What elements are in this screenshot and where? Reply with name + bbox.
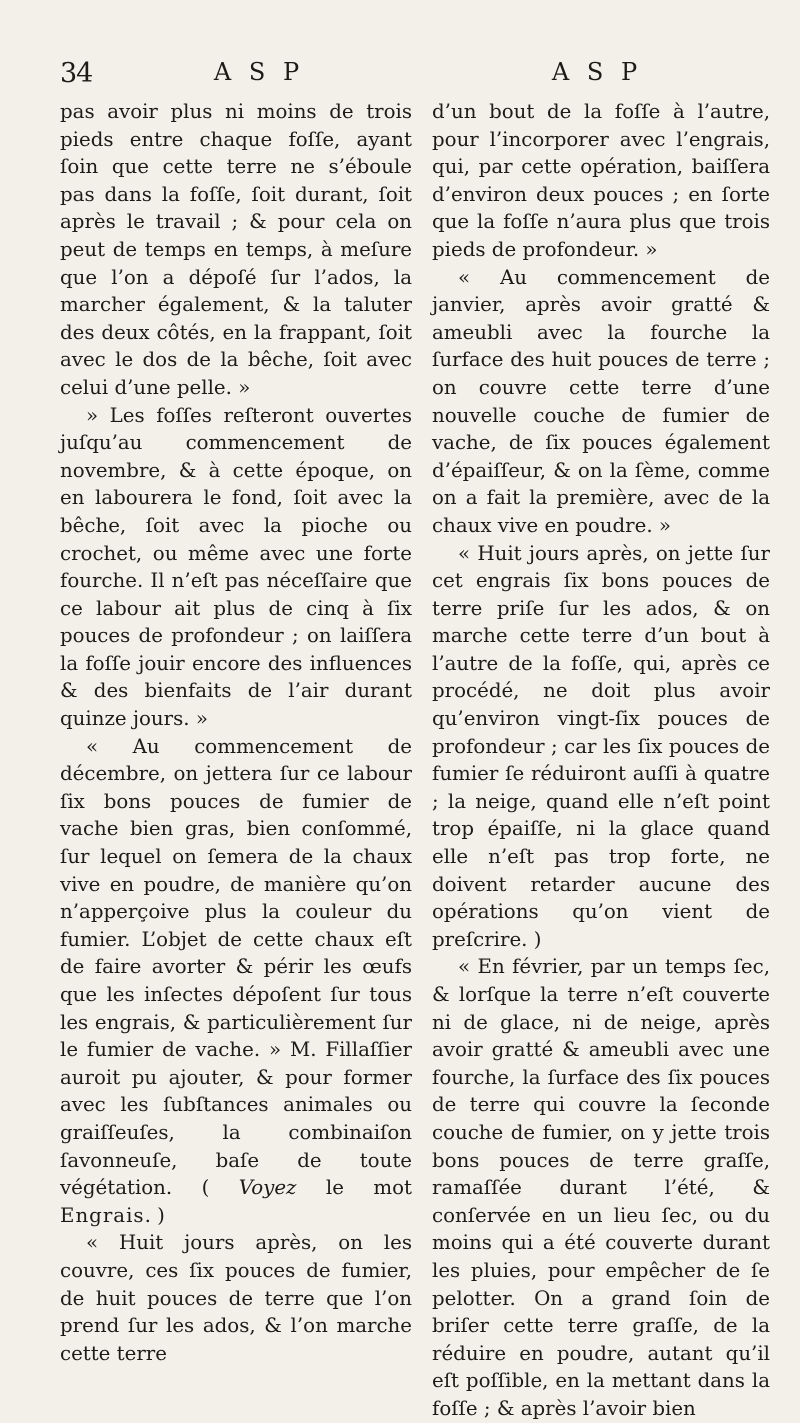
paragraph-text: . ) [144, 1203, 165, 1227]
paragraph-text: « Au commencement de décembre, on jettera ſur ce labour ſix bons pouces de fumier de vache bien gras, bien conſommé, ſur lequel on ſemera de la chaux vive en poudre, de manière qu’on n’apperçoive plus la couleur du fumier. L’objet de cette chaux eſt de faire avorter & périr les œufs que les inſectes dépoſent ſur tous les engrais, & particulièrement ſur le fumier de vache. » M. Fillaſſier auroit pu ajouter, & pour former avec les ſubſtances animales ou graiſſeuſes, la combinaiſon ſavonneuſe, baſe de toute végétation. ( [60, 734, 412, 1200]
right-column [432, 98, 770, 1423]
paragraph: « Huit jours après, on jette ſur cet engrais ſix bons pouces de terre priſe ſur les ados, & on marche cette terre d’un bout à l’autre de la foſſe, qui, après ce procédé, ne doit plus avoir qu’environ vingt-ſix pouces de profondeur ; car les ſix pouces de fumier ſe réduiront auſſi à quatre ; la neige, quand elle n’eſt point trop épaiſſe, ni la glace quand elle n’eſt pas trop forte, ne doivent retarder aucune des opérations qu’on vient de preſcrire. ) [432, 541, 770, 951]
paragraph: « En février, par un temps ſec, & lorſque la terre n’eſt couverte ni de glace, ni de neige, après avoir gratté & ameubli avec une fourche, la ſurface des ſix pouces de terre qui couvre la ſeconde couche de fumier, on y jette trois bons pouces de terre graſſe, ramaſſée durant l’été, & conſervée en un lieu ſec, ou du moins qui a été couverte durant les pluies, pour empêcher de ſe pelotter. On a grand ſoin de briſer cette terre graſſe, de la réduire en poudre, autant qu’il eſt poſſible, en la mettant dans la foſſe ; & après l’avoir bien [432, 955, 770, 1420]
paragraph: « Au commencement de janvier, après avoir gratté & ameubli avec la fourche la ſurface des huit pouces de terre ; on couvre cette terre d’une nouvelle couche de fumier de vache, de ſix pouces également d’épaiſſeur, & on la ſème, comme on a fait la première, avec de la chaux vive en poudre. » [432, 265, 770, 537]
cross-reference-entry: Engrais [60, 1203, 145, 1227]
left-header [60, 58, 420, 98]
paragraph: pas avoir plus ni moins de trois pieds entre chaque foſſe, ayant ſoin que cette terre ne s’éboule pas dans la foſſe, ſoit durant, ſoit après le travail ; & pour cela on peut de temps en temps, à meſure que l’on a dépoſé ſur l’ados, la marcher également, & la taluter des deux côtés, en la frappant, ſoit avec le dos de la bêche, ſoit avec celui d’une pelle. » [60, 100, 412, 399]
right-header [432, 58, 762, 98]
cross-reference-voyez: Voyez [238, 1176, 297, 1200]
running-head-left: A S P [213, 58, 305, 86]
paragraph: d’un bout de la foſſe à l’autre, pour l’incorporer avec l’engrais, qui, par cette opération, baiſſera d’environ deux pouces ; en ſorte que la foſſe n’aura plus que trois pieds de profondeur. » [432, 100, 770, 261]
paragraph: » Les foſſes reſteront ouvertes juſqu’au commencement de novembre, & à cette époque, on en labourera le fond, ſoit avec la bêche, ſoit avec la pioche ou crochet, ou même avec une forte fourche. Il n’eſt pas néceſſaire que ce labour ait plus de cinq à ſix pouces de profondeur ; on laiſſera la foſſe jouir encore des influences & des bienfaits de l’air durant quinze jours. » [60, 403, 412, 731]
left-column [60, 98, 412, 1367]
page-number: 34 [60, 58, 93, 89]
running-head-right: A S P [551, 58, 643, 86]
paragraph: « Huit jours après, on les couvre, ces ſix pouces de fumier, de huit pouces de terre que l’on prend ſur les ados, & l’on marche cette terre [60, 1231, 412, 1365]
paragraph [60, 733, 412, 1230]
paragraph-text: le mot [296, 1176, 412, 1200]
